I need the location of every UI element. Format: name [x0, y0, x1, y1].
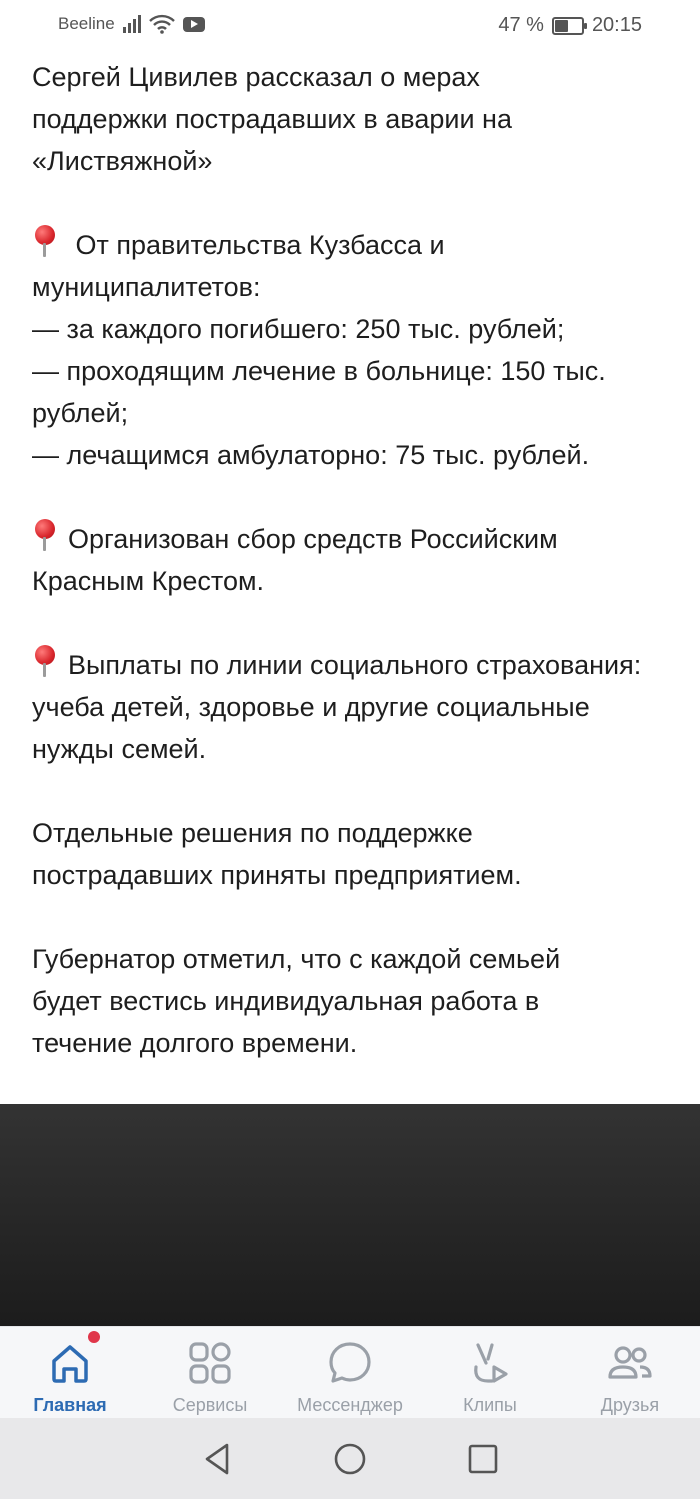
payment-outpatient: — лечащимся амбулаторно: 75 тыс. рублей.	[32, 440, 590, 470]
nav-services-label: Сервисы	[172, 1395, 248, 1415]
nav-clips-label: Клипы	[463, 1395, 517, 1415]
home-icon	[46, 1339, 94, 1387]
carrier-name: Beeline	[58, 14, 115, 33]
home-circle-icon[interactable]	[332, 1441, 368, 1477]
back-icon[interactable]	[199, 1441, 235, 1477]
clock: 20:15	[591, 14, 642, 36]
battery-icon	[552, 17, 584, 35]
battery-percent: 47 %	[498, 14, 544, 36]
article-text	[32, 56, 672, 1064]
payment-hospital: — проходящим лечение в больнице: 150 тыс. рублей;	[32, 356, 606, 428]
bottom-navigation	[0, 1326, 700, 1418]
notification-badge	[88, 1331, 100, 1343]
nav-messenger[interactable]	[280, 1327, 420, 1418]
pushpin-icon	[32, 645, 58, 677]
status-right	[498, 14, 642, 37]
nav-home[interactable]	[0, 1327, 140, 1418]
recent-apps-icon[interactable]	[465, 1441, 501, 1477]
nav-friends-label: Друзья	[600, 1395, 660, 1415]
payment-deceased: — за каждого погибшего: 250 тыс. рублей;	[32, 314, 565, 344]
nav-services[interactable]	[140, 1327, 280, 1418]
support-block-social-insurance: Выплаты по линии социального страхования: учеба детей, здоровье и другие социальные нужды семей.	[32, 644, 662, 770]
nav-clips[interactable]	[420, 1327, 560, 1418]
messenger-icon	[326, 1339, 374, 1387]
article-title: Сергей Цивилев рассказал о мерах поддержки пострадавших в аварии на «Листвяжной»	[32, 62, 512, 176]
enterprise-decisions: Отдельные решения по поддержке пострадавших приняты предприятием.	[32, 818, 522, 890]
services-icon	[186, 1339, 234, 1387]
support-block-red-cross: Организован сбор средств Российским Красным Крестом.	[32, 518, 632, 602]
wifi-icon	[149, 14, 175, 34]
governor-statement: Губернатор отметил, что с каждой семьей будет вестись индивидуальная работа в течение долгого времени.	[32, 944, 561, 1058]
friends-icon	[606, 1339, 654, 1387]
signal-icon	[123, 15, 141, 33]
pushpin-icon	[32, 225, 58, 257]
pushpin-icon	[32, 519, 58, 551]
system-navigation-bar	[0, 1418, 700, 1499]
nav-friends[interactable]	[560, 1327, 700, 1418]
status-left	[58, 14, 205, 34]
status-bar	[0, 0, 700, 52]
nav-home-label: Главная	[33, 1395, 107, 1415]
support-block-government: От правительства Кузбасса и муниципалитетов:	[32, 224, 672, 308]
article-photo[interactable]	[0, 1104, 700, 1326]
clips-icon	[466, 1339, 514, 1387]
nav-messenger-label: Мессенджер	[297, 1395, 403, 1415]
youtube-icon	[183, 17, 205, 32]
